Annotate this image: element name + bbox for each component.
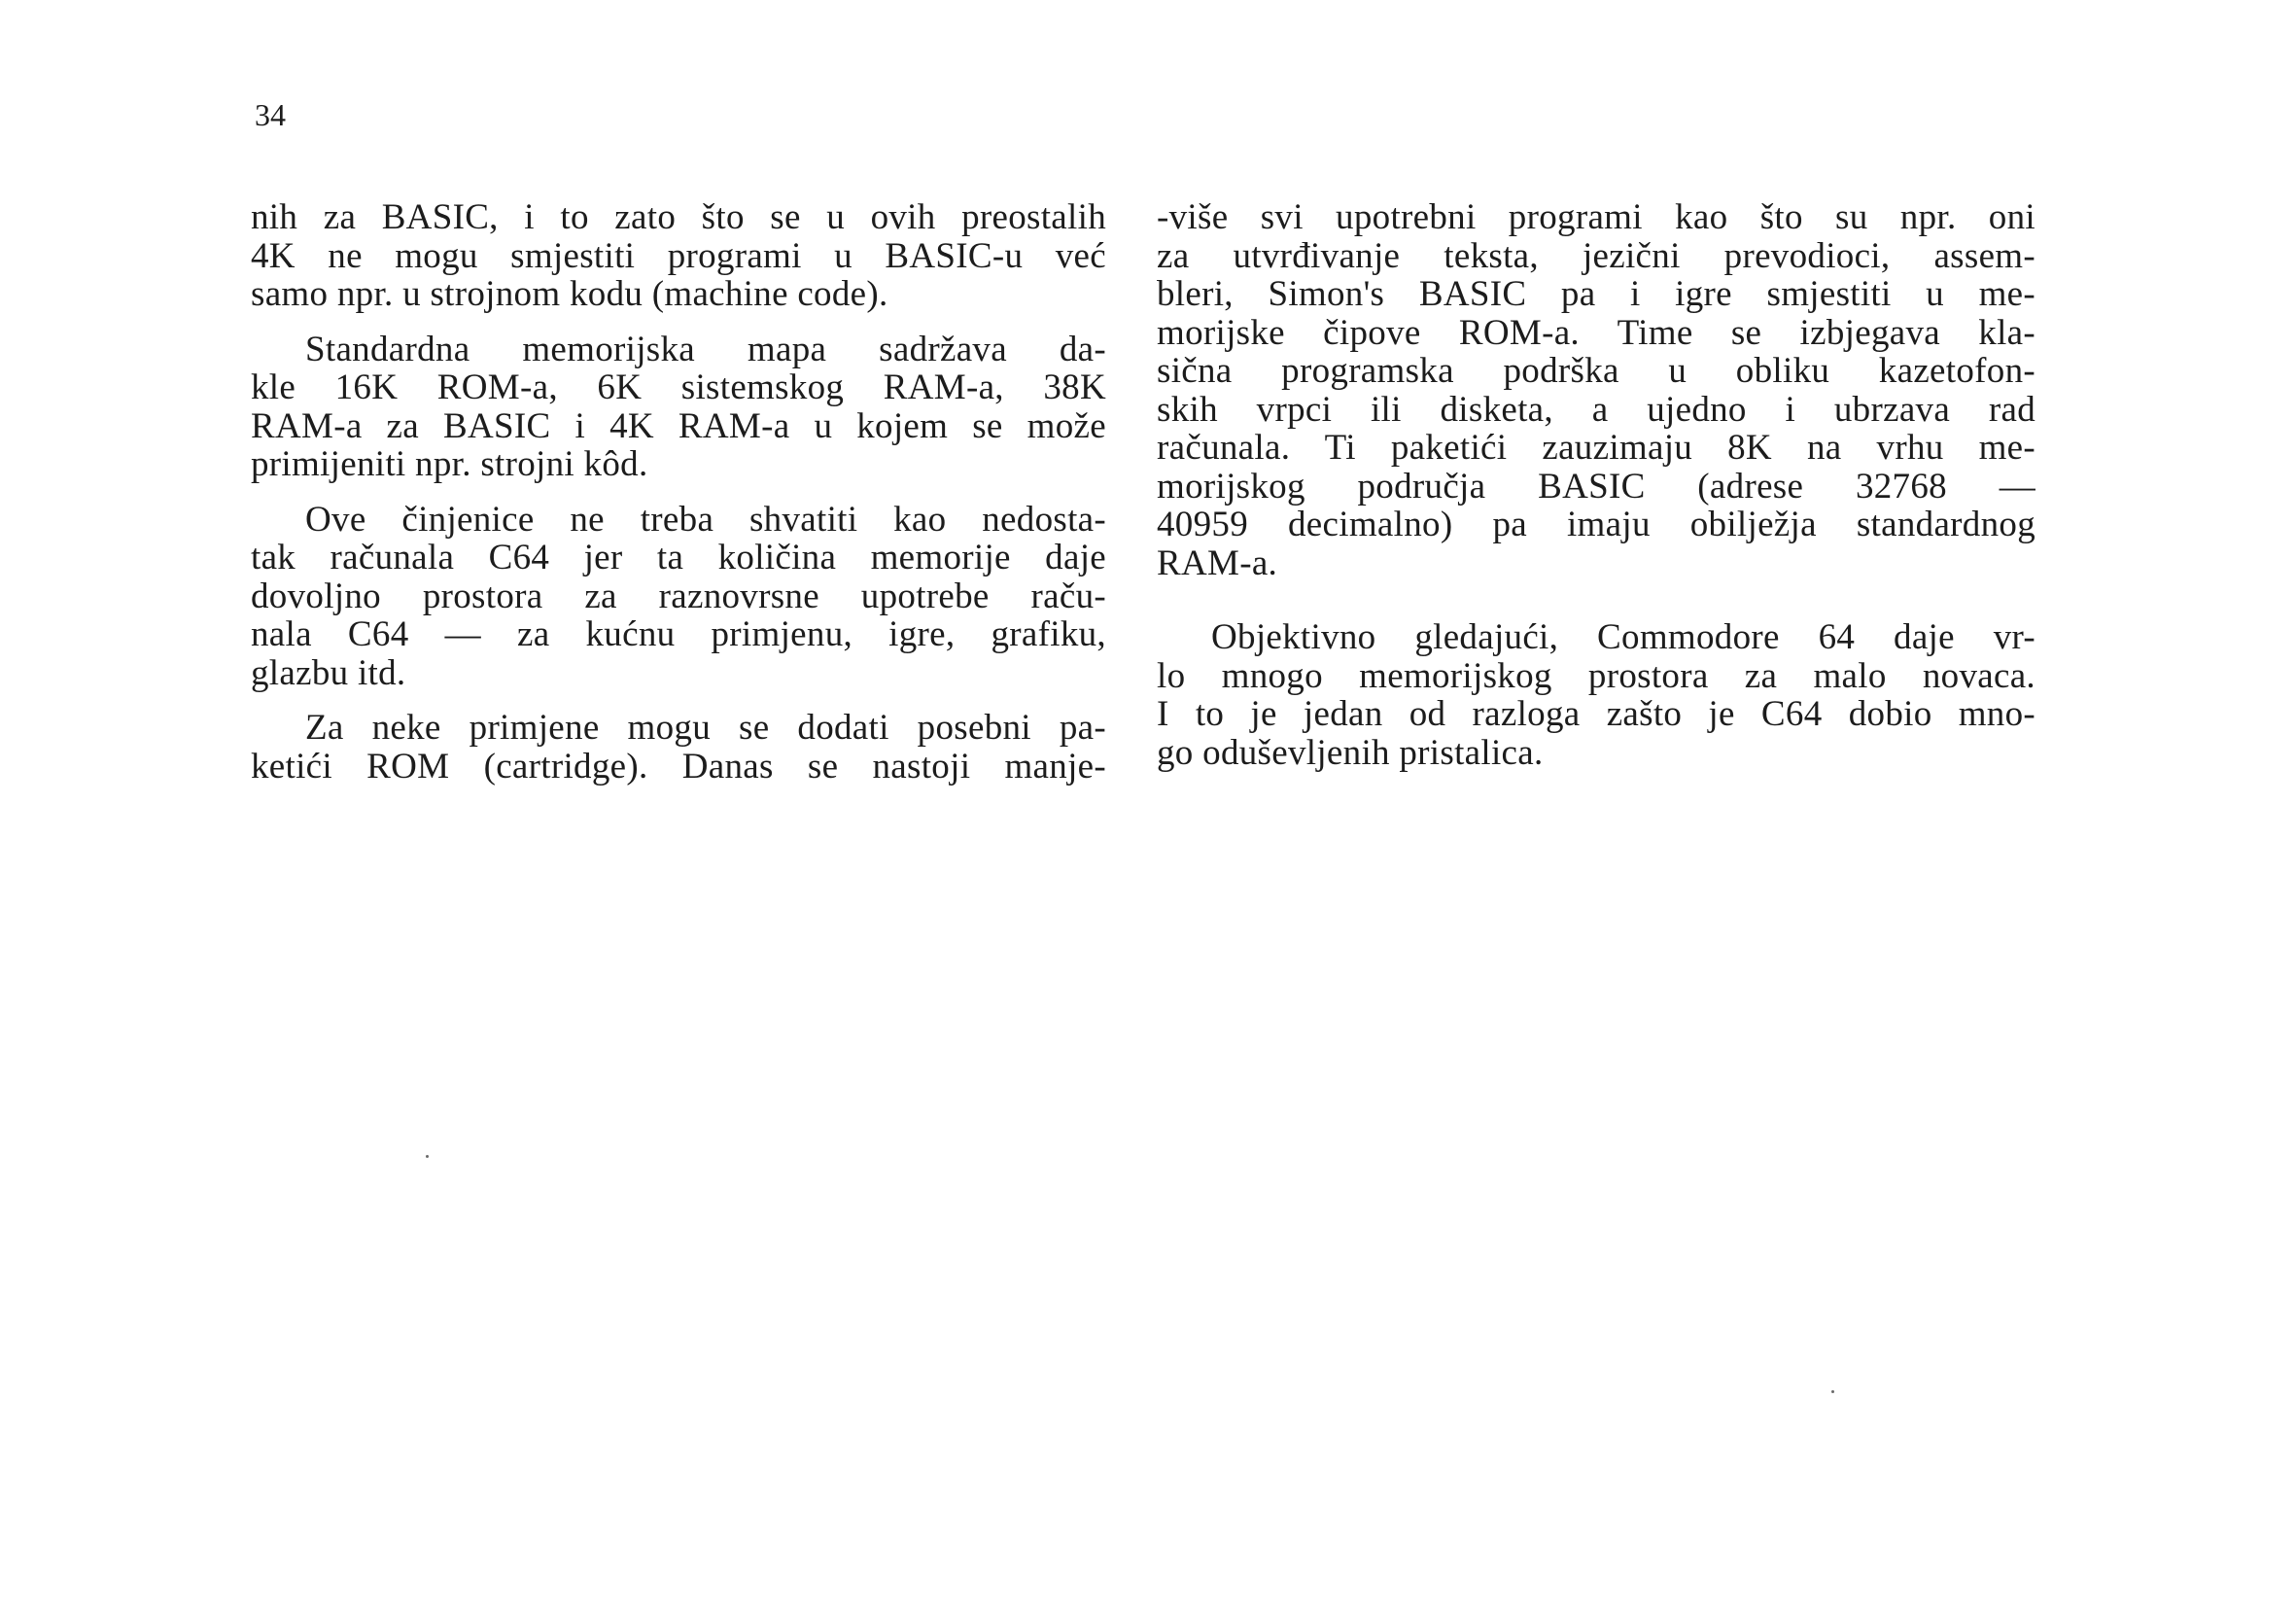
paragraph-conclusion: [1157, 618, 2035, 772]
text-line: dovoljno prostora za raznovrsne upotrebe raču-: [251, 576, 1106, 616]
text-line: glazbu itd.: [251, 652, 406, 693]
paragraph-facts: [251, 501, 1106, 693]
paragraph-rom-programs: [1157, 198, 2035, 582]
page-number: 34: [255, 97, 286, 132]
text-line: Standardna memorijska mapa sadržava da-: [305, 329, 1106, 369]
text-line: za utvrđivanje teksta, jezični prevodioci, assem-: [1157, 235, 2035, 276]
text-line: skih vrpci ili disketa, a ujedno i ubrzava rad: [1157, 389, 2035, 430]
text-line: go oduševljenih pristalica.: [1157, 732, 1544, 773]
text-line: lo mnogo memorijskog prostora za malo novaca.: [1157, 655, 2035, 696]
text-line: Ove činjenice ne treba shvatiti kao nedosta-: [305, 499, 1106, 540]
text-line: samo npr. u strojnom kodu (machine code).: [251, 274, 888, 314]
scan-speck: [426, 1155, 429, 1158]
text-line: sična programska podrška u obliku kazetofon-: [1157, 351, 2035, 391]
text-line: morijskog područja BASIC (adrese 32768 —: [1157, 466, 2035, 507]
text-line: 40959 decimalno) pa imaju obilježja standardnog: [1157, 505, 2035, 544]
left-column: [251, 198, 1106, 786]
text-line: Objektivno gledajući, Commodore 64 daje vr-: [1211, 617, 2035, 657]
text-line: RAM-a za BASIC i 4K RAM-a u kojem se može: [251, 405, 1106, 446]
text-line: -više svi upotrebni programi kao što su npr. oni: [1157, 197, 2035, 237]
text-line: ketići ROM (cartridge). Danas se nastoji manje-: [251, 746, 1106, 787]
text-line: primijeniti npr. strojni kôd.: [251, 444, 648, 484]
scan-speck: [1831, 1390, 1834, 1393]
text-line: računala. Ti paketići zauzimaju 8K na vrhu me-: [1157, 428, 2035, 468]
text-line: bleri, Simon's BASIC pa i igre smjestiti u me-: [1157, 274, 2035, 314]
right-column: [1157, 198, 2035, 772]
text-line: 4K ne mogu smjestiti programi u BASIC-u već: [251, 235, 1106, 276]
paragraph-cartridge: [251, 709, 1106, 786]
paragraph-memory-map: [251, 331, 1106, 484]
text-line: Za neke primjene mogu se dodati posebni pa-: [305, 708, 1106, 748]
text-line: kle 16K ROM-a, 6K sistemskog RAM-a, 38K: [251, 367, 1106, 407]
text-line: tak računala C64 jer ta količina memorije daje: [251, 538, 1106, 577]
text-line: I to je jedan od razloga zašto je C64 dobio mno-: [1157, 694, 2035, 734]
text-line: morijske čipove ROM-a. Time se izbjegava kla-: [1157, 312, 2035, 353]
paragraph-memory-limit: [251, 198, 1106, 314]
text-line: RAM-a.: [1157, 542, 1278, 583]
text-line: nala C64 — za kućnu primjenu, igre, grafiku,: [251, 614, 1106, 654]
text-line: nih za BASIC, i to zato što se u ovih preostalih: [251, 197, 1106, 237]
